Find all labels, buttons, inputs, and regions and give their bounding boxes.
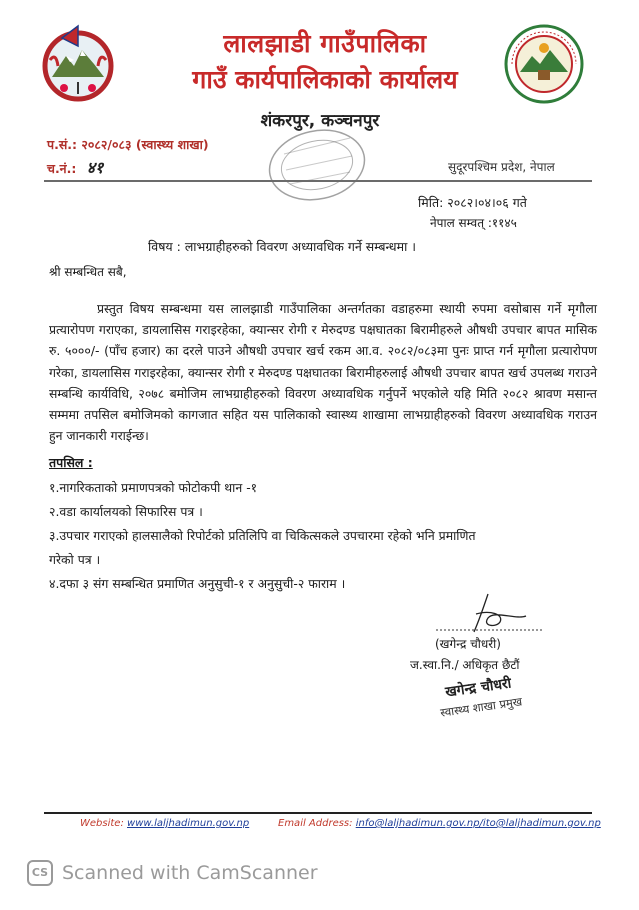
camscanner-watermark: Scanned with CamScanner bbox=[62, 862, 318, 884]
footer-email bbox=[278, 818, 601, 829]
signature-scribble bbox=[430, 592, 550, 638]
nepal-samvat: नेपाल सम्वत् :११४५ bbox=[430, 216, 517, 230]
website-link[interactable]: www.laljhadimun.gov.np bbox=[127, 818, 250, 829]
list-item: गरेको पत्र । bbox=[49, 552, 101, 567]
office-name: गाउँ कार्यपालिकाको कार्यालय bbox=[192, 65, 458, 94]
footer-divider bbox=[44, 812, 592, 814]
signature-stamp-dept: स्वास्थ्य शाखा प्रमुख bbox=[439, 694, 524, 720]
tapsil-heading: तपसिल : bbox=[49, 455, 93, 470]
list-item: ३.उपचार गराएको हालसालैको रिपोर्टको प्रतिलिपि वा चिकित्सकले उपचारमा रहेको भनि प्रमाणित bbox=[49, 528, 476, 543]
footer-website bbox=[80, 818, 249, 829]
dispatch-number bbox=[47, 156, 103, 178]
province-name: सुदूरपश्चिम प्रदेश, नेपाल bbox=[448, 160, 555, 174]
camscanner-icon: CS bbox=[27, 860, 53, 886]
nepal-emblem-icon bbox=[36, 22, 120, 106]
office-location: शंकरपुर, कञ्चनपुर bbox=[260, 111, 380, 131]
header-divider bbox=[44, 180, 592, 182]
body-paragraph: प्रस्तुत विषय सम्बन्धमा यस लालझाडी गाउँपालिका अन्तर्गतका वडाहरुमा स्थायी रुपमा वसोबास गर्ने मृगौला प्रत्यारोपण गराएका, डायलासिस गराइरहेका, क्यान्सर रोगी र मेरुदण्ड पक्षघातका बिरामीहरुले औषधी उपचार बापत मासिक रु. ५०००/- (पाँच हजार) का दरले पाउने औषधी उपचार खर्च रकम आ.व. २०८२/०८३मा पुनः प्राप्त गर्न मृगौला प्रत्यारोपण गरेका, डायलासिस गराइरहेका, क्यान्सर रोगी र मेरुदण्ड पक्षघातका बिरामीहरुलाई औषधी उपचार बापत खर्च उपलब्ध गराउने सम्बन्धि कार्यविधि, २०७८ बमोजिम लाभग्राहीहरुको विवरण अध्यावधिक गर्नुपर्ने भएकोले यहि मिति २०८२ श्रावण मसान्त सम्ममा तपसिल बमोजिमको कागजात सहित यस पालिकाको स्वास्थ्य शाखामा लाभग्राहीहरुको विवरण अध्यावधिक गराउन हुन जानकारी गराईन्छ। bbox=[49, 301, 597, 444]
municipality-logo-icon bbox=[502, 22, 586, 106]
list-item: २.वडा कार्यालयको सिफारिस पत्र । bbox=[49, 504, 203, 519]
letter-body bbox=[49, 298, 597, 446]
email-link[interactable]: info@laljhadimun.gov.np/ito@laljhadimun.gov.np bbox=[355, 818, 601, 829]
dispatch-value: ४१ bbox=[86, 158, 104, 177]
letter-date: मिति: २०८२।०४।०६ गते bbox=[418, 195, 527, 210]
municipality-name: लालझाडी गाउँपालिका bbox=[223, 29, 427, 58]
reference-number: प.सं.: २०८२/०८३ (स्वास्थ्य शाखा) bbox=[47, 137, 209, 152]
letter-subject: विषय : लाभग्राहीहरुको विवरण अध्यावधिक गर्ने सम्बन्धमा । bbox=[148, 239, 417, 254]
signatory-title: ज.स्वा.नि./ अधिकृत छैटौं bbox=[410, 658, 520, 672]
website-label: Website: bbox=[80, 818, 124, 829]
list-item: १.नागरिकताको प्रमाणपत्रको फोटोकपी थान -१ bbox=[49, 480, 258, 495]
signatory-name: (खगेन्द्र चौधरी) bbox=[435, 637, 501, 651]
office-seal-stamp bbox=[262, 124, 372, 206]
dispatch-label: च.नं.: bbox=[47, 161, 77, 176]
signature-stamp-name: खगेन्द्र चौधरी bbox=[444, 675, 513, 701]
email-label: Email Address: bbox=[278, 818, 353, 829]
salutation: श्री सम्बन्धित सबै, bbox=[49, 265, 127, 279]
list-item: ४.दफा ३ संग सम्बन्धित प्रमाणित अनुसुची-१ र अनुसुची-२ फाराम । bbox=[49, 576, 346, 591]
